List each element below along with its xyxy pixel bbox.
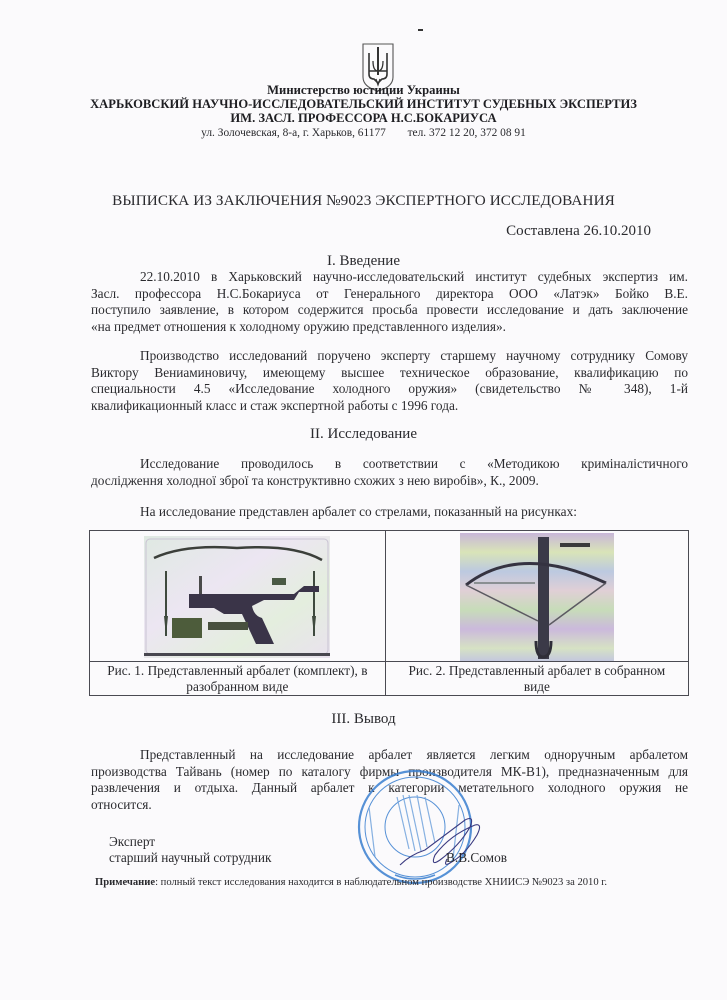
text-line: поступило заявление, в котором содержится просьба провести исследование и дать заключение xyxy=(91,302,688,318)
text-line: развлечения и отдыха. Данный арбалет к категории метательного холодного оружия не xyxy=(91,780,688,796)
footnote-text: : полный текст исследования находится в наблюдательном производстве ХНИИСЭ №9023 за 2010 г. xyxy=(155,877,608,888)
figure-2-caption xyxy=(385,662,688,696)
institute-name-line2: ИМ. ЗАСЛ. ПРОФЕССОРА Н.С.БОКАРИУСА xyxy=(230,111,497,125)
crossbow-kit-photo xyxy=(144,536,330,658)
intro-paragraph-1 xyxy=(91,269,688,335)
footnote xyxy=(95,877,607,888)
ministry-name: Министерство юстиции Украины xyxy=(267,83,460,97)
text-line: На исследование представлен арбалет со стрелами, показанный на рисунках: xyxy=(140,504,577,519)
compiled-date: Составлена 26.10.2010 xyxy=(506,223,651,239)
expert-position: старший научный сотрудник xyxy=(109,850,272,865)
text-line: квалификационный класс и стаж экспертной работы с 1996 года. xyxy=(91,397,459,413)
figures-table xyxy=(89,530,689,696)
text-line: дослідження холодної зброї та конструктивно схожих з нею виробів», К., 2009. xyxy=(91,472,539,488)
text-line: 22.10.2010 в Харьковский научно-исследовательский институт судебных экспертиз им. xyxy=(140,269,688,284)
section-heading-research: II. Исследование xyxy=(310,426,417,442)
research-paragraph-1 xyxy=(91,456,688,489)
text-line: относится. xyxy=(91,796,152,812)
institute-contacts xyxy=(0,127,727,139)
text-line: «на предмет отношения к холодному оружию представленного изделия». xyxy=(91,318,506,334)
footnote-label: Примечание xyxy=(95,877,156,888)
institute-phone: тел. 372 12 20, 372 08 91 xyxy=(407,127,526,139)
institute-address: ул. Золочевская, 8-а, г. Харьков, 61177 xyxy=(201,127,386,139)
figure-1-cell xyxy=(90,531,386,662)
caption-line: Рис. 1. Представленный арбалет (комплект), в xyxy=(107,663,368,678)
document-title: ВЫПИСКА ИЗ ЗАКЛЮЧЕНИЯ №9023 ЭКСПЕРТНОГО ИССЛЕДОВАНИЯ xyxy=(112,192,615,209)
figure-1-caption xyxy=(90,662,386,696)
section-heading-intro: I. Введение xyxy=(327,253,400,269)
assembled-crossbow-photo xyxy=(460,533,614,661)
caption-line: разобранном виде xyxy=(186,678,289,694)
text-line: Засл. профессора Н.С.Бокариуса от Генерального директора ООО «Латэк» Бойко В.Е. xyxy=(91,285,688,301)
text-line: Виктору Вениаминовичу, имеющему высшее техническое образование, квалификацию по xyxy=(91,364,688,380)
text-line: Исследование проводилось в соответствии с «Методикою криміналістичного xyxy=(140,456,688,471)
scan-mark xyxy=(418,29,423,31)
expert-name: В.В.Сомов xyxy=(446,850,507,865)
intro-paragraph-2 xyxy=(91,348,688,414)
section-heading-conclusion: III. Вывод xyxy=(331,711,396,727)
text-line: Производство исследований поручено эксперту старшему научному сотруднику Сомову xyxy=(140,348,688,363)
expert-label: Эксперт xyxy=(109,834,156,849)
institute-name: ХАРЬКОВСКИЙ НАУЧНО-ИССЛЕДОВАТЕЛЬСКИЙ ИНСТИТУТ СУДЕБНЫХ ЭКСПЕРТИЗ xyxy=(90,97,637,111)
text-line: Представленный на исследование арбалет является легким одноручным арбалетом xyxy=(140,747,688,762)
figure-2-cell xyxy=(385,531,688,662)
text-line: производства Тайвань (номер по каталогу фирмы производителя МК-В1), предназначенным для xyxy=(91,763,688,779)
caption-line: Рис. 2. Представленный арбалет в собранном xyxy=(408,663,666,678)
text-line: специальности 4.5 «Исследование холодного оружия» (свидетельство № 348), 1-й xyxy=(91,381,688,397)
caption-line: виде xyxy=(523,678,550,694)
research-paragraph-2 xyxy=(91,504,688,521)
